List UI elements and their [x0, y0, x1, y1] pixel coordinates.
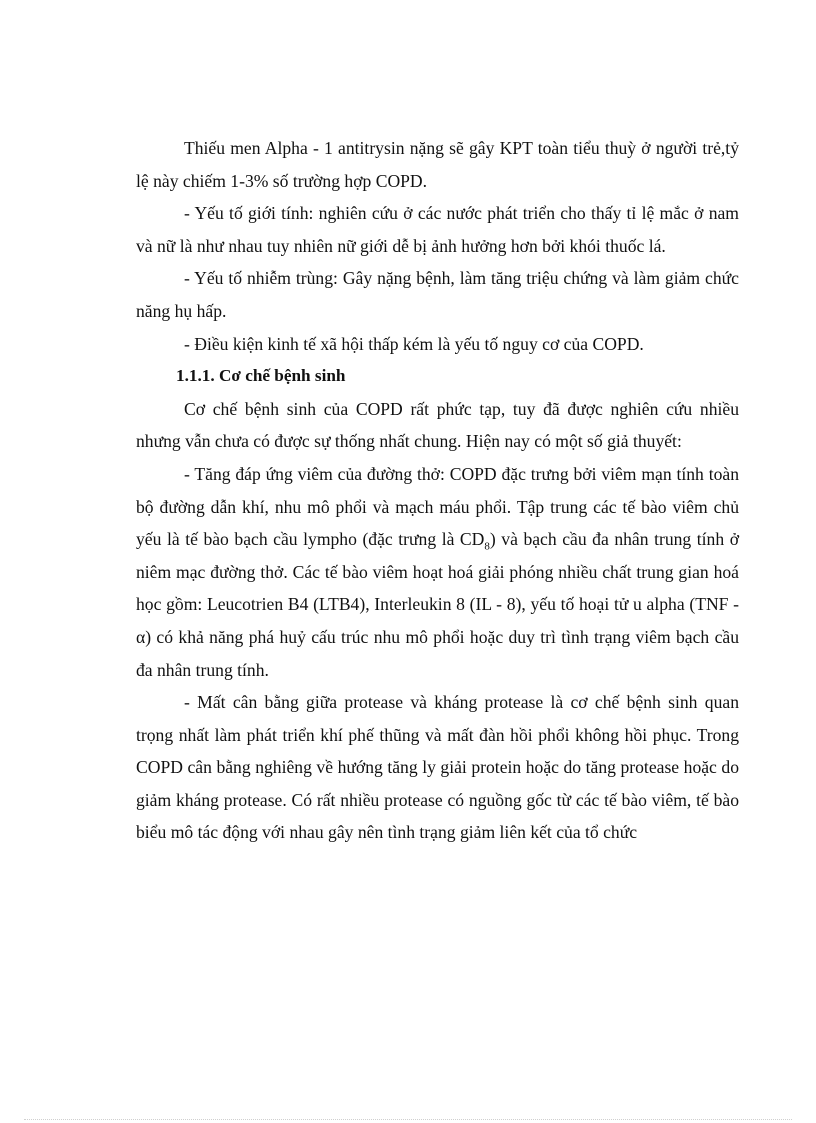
inflammation-text-part1: - Tăng đáp ứng viêm của đường thở: COPD đặc trưng bởi viêm mạn tính toàn bộ đường dẫn khí, nhu mô phổi và mạch máu phổi. Tập trung các tế bào viêm chủ yếu là tế bào bạch cầu lympho (đặc trưng là CD [136, 463, 739, 550]
section-heading: 1.1.1. Cơ chế bệnh sinh [176, 366, 346, 386]
paragraph-protease-imbalance: - Mất cân bằng giữa protease và kháng protease là cơ chế bệnh sinh quan trọng nhất làm phát triển khí phế thũng và mất đàn hồi phổi không hồi phục. Trong COPD cân bằng nghiêng về hướng tăng ly giải protein hoặc do tăng protease hoặc do giảm kháng protease. Có rất nhiều protease có nguồng gốc từ các tế bào viêm, tế bào biểu mô tác động với nhau gây nên tình trạng giảm liên kết của tổ chức [136, 692, 739, 843]
cd-subscript: 8 [484, 540, 490, 553]
paragraph-alpha1-antitrypsin: Thiếu men Alpha - 1 antitrysin nặng sẽ gây KPT toàn tiểu thuỳ ở người trẻ,tỷ lệ này chiếm 1-3% số trường hợp COPD. [136, 138, 739, 191]
document-body [136, 132, 739, 849]
page-bottom-divider [24, 1119, 792, 1120]
paragraph-socioeconomic-factor: - Điều kiện kinh tế xã hội thấp kém là yếu tố nguy cơ của COPD. [184, 333, 644, 354]
paragraph-infection-factor: - Yếu tố nhiễm trùng: Gây nặng bệnh, làm tăng triệu chứng và làm giảm chức năng hụ hấp. [136, 268, 739, 321]
paragraph-pathogenesis-intro: Cơ chế bệnh sinh của COPD rất phức tạp, tuy đã được nghiên cứu nhiều nhưng vẫn chưa có được sự thống nhất chung. Hiện nay có một số giả thuyết: [136, 398, 739, 452]
inflammation-text-part2: ) và bạch cầu đa nhân trung tính ở niêm mạc đường thở. Các tế bào viêm hoạt hoá giải phóng nhiều chất trung gian hoá học gồm: Leucotrien B4 (LTB4), Interleukin 8 (IL - 8), yếu tố hoại tử u alpha (TNF - α) có khả năng phá huỷ cấu trúc nhu mô phổi hoặc duy trì tình trạng viêm bạch cầu đa nhân trung tính. [136, 529, 740, 680]
paragraph-gender-factor: - Yếu tố giới tính: nghiên cứu ở các nước phát triển cho thấy tỉ lệ mắc ở nam và nữ là như nhau tuy nhiên nữ giới dễ bị ảnh hưởng hơn bởi khói thuốc lá. [136, 203, 739, 256]
paragraph-airway-inflammation [136, 458, 739, 686]
